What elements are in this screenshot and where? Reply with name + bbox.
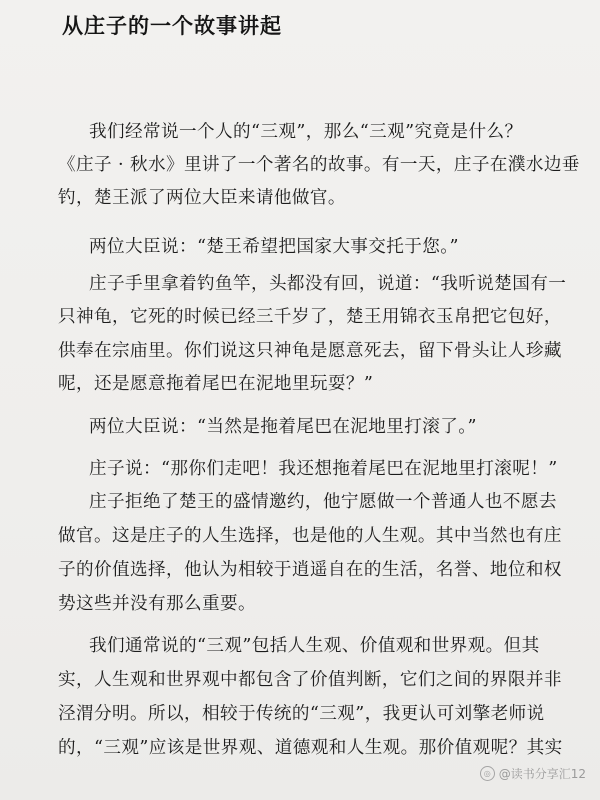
- bleed-through-text: ⠀⠀⠀⠀⠀⠀: [330, 14, 404, 33]
- circle-logo-icon: ◎: [480, 766, 495, 781]
- chapter-heading: 从庄子的一个故事讲起: [62, 13, 282, 38]
- text-line: 庄子拒绝了楚王的盛情邀约，他宁愿做一个普通人也不愿去: [89, 492, 557, 512]
- text-line: 庄子说：“那你们走吧！我还想拖着尾巴在泥地里打滚呢！”: [89, 459, 558, 479]
- text-line: 庄子手里拿着钓鱼竿，头都没有回，说道：“我听说楚国有一: [89, 274, 567, 294]
- text-line: 子的价值选择，他认为相较于逍遥自在的生活，名誉、地位和权: [58, 560, 562, 580]
- text-line: 泾渭分明。所以，相较于传统的“三观”，我更认可刘擎老师说: [58, 704, 545, 724]
- text-line: 做官。这是庄子的人生选择，也是他的人生观。其中当然也有庄: [58, 526, 562, 546]
- text-line: 钓，楚王派了两位大臣来请他做官。: [58, 188, 346, 208]
- watermark: [480, 765, 586, 782]
- text-line: 呢，还是愿意拖着尾巴在泥地里玩耍？”: [58, 374, 374, 394]
- text-line: 实，人生观和世界观中都包含了价值判断，它们之间的界限并非: [58, 670, 562, 690]
- text-line: 两位大臣说：“当然是拖着尾巴在泥地里打滚了。”: [89, 417, 477, 437]
- text-line: 我们通常说的“三观”包括人生观、价值观和世界观。但其: [89, 636, 540, 656]
- text-line: 的，“三观”应该是世界观、道德观和人生观。那价值观呢？其实: [58, 738, 563, 758]
- text-line: 势这些并没有那么重要。: [58, 594, 256, 614]
- text-line: 只神龟，它死的时候已经三千岁了，楚王用锦衣玉帛把它包好，: [58, 307, 562, 327]
- watermark-text: @读书分享汇12: [498, 767, 586, 781]
- text-line: 《庄子 · 秋水》里讲了一个著名的故事。有一天，庄子在濮水边垂: [58, 155, 580, 175]
- text-line: 供奉在宗庙里。你们说这只神龟是愿意死去，留下骨头让人珍藏: [58, 341, 562, 361]
- text-line: 两位大臣说：“楚王希望把国家大事交托于您。”: [89, 237, 459, 257]
- text-line: 我们经常说一个人的“三观”，那么“三观”究竟是什么？: [89, 122, 523, 142]
